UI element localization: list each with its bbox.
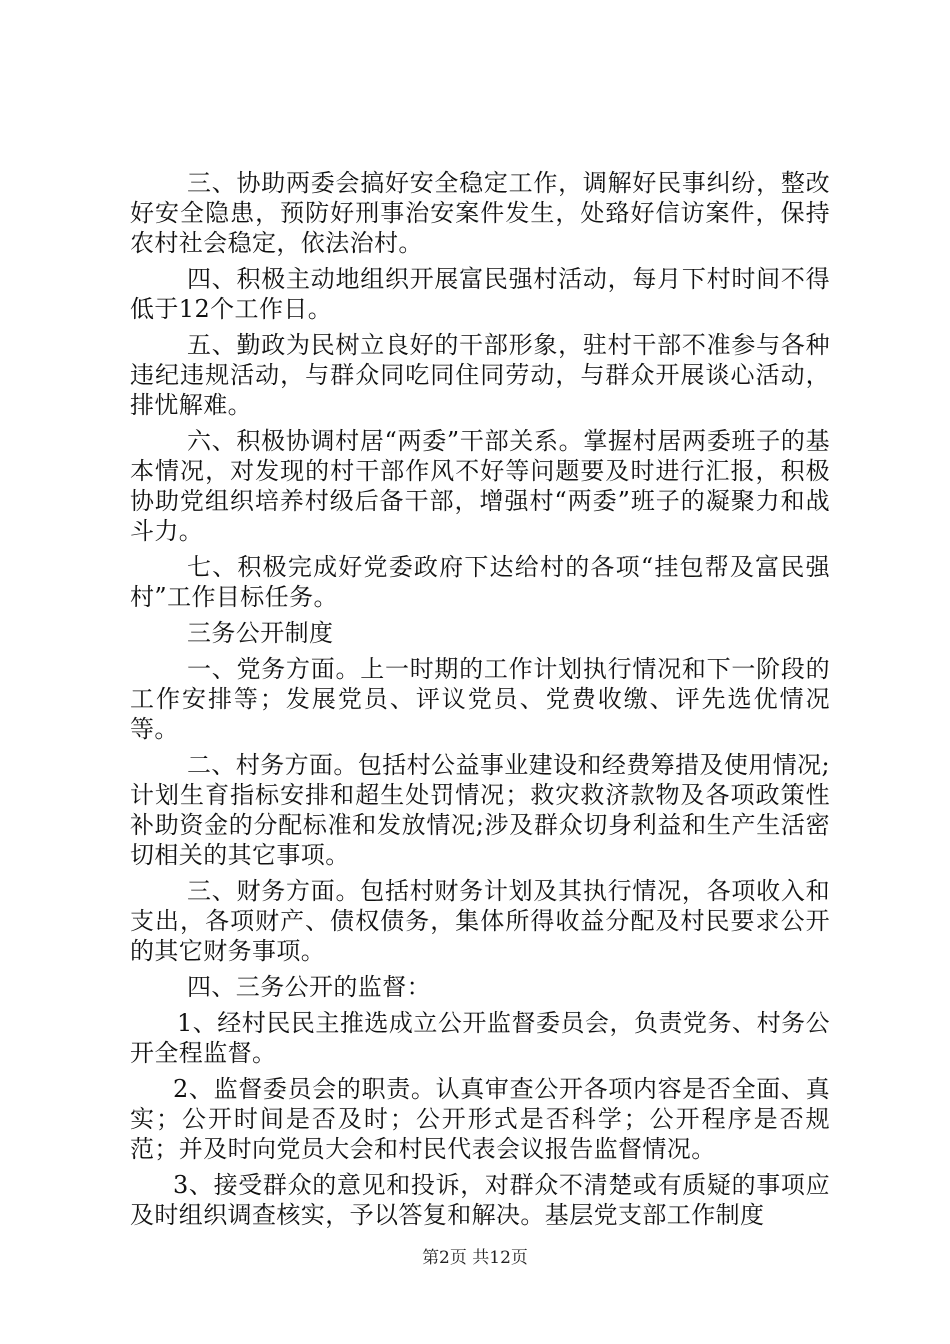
paragraph-supervision-1: 1、经村民民主推选成立公开监督委员会，负责党务、村务公开全程监督。 xyxy=(130,1009,830,1067)
page-footer xyxy=(0,1243,950,1268)
paragraph-financial-affairs: 三、财务方面。包括村财务计划及其执行情况，各项收入和支出，各项财产、债权债务，集体所得收益分配及村民要求公开的其它财务事项。 xyxy=(130,877,830,965)
paragraph-village-affairs: 二、村务方面。包括村公益事业建设和经费筹措及使用情况;计划生育指标安排和超生处罚情况；救灾救济款物及各项政策性补助资金的分配标准和发放情况;涉及群众切身利益和生产生活密切相关的其它事项。 xyxy=(130,751,830,869)
section-heading-three-affairs: 三务公开制度 xyxy=(187,619,334,647)
paragraph-supervision-3: 3、接受群众的意见和投诉，对群众不清楚或有质疑的事项应及时组织调查核实，予以答复和解决。基层党支部工作制度 xyxy=(130,1171,830,1229)
document-body xyxy=(130,168,830,1236)
paragraph-party-affairs: 一、党务方面。上一时期的工作计划执行情况和下一阶段的工作安排等；发展党员、评议党员、党费收缴、评先选优情况等。 xyxy=(130,655,830,743)
paragraph-supervision-2: 2、监督委员会的职责。认真审查公开各项内容是否全面、真实；公开时间是否及时；公开形式是否科学；公开程序是否规范；并及时向党员大会和村民代表会议报告监督情况。 xyxy=(130,1075,830,1163)
paragraph-supervision-heading: 四、三务公开的监督： xyxy=(187,973,431,1001)
paragraph-6-coordination: 六、积极协调村居“两委”干部关系。掌握村居两委班子的基本情况，对发现的村干部作风不好等问题要及时进行汇报，积极协助党组织培养村级后备干部，增强村“两委”班子的凝聚力和战斗力。 xyxy=(130,427,830,545)
paragraph-4-prosperity: 四、积极主动地组织开展富民强村活动，每月下村时间不得低于12个工作日。 xyxy=(130,265,830,323)
page-number-label: 第2页 共12页 xyxy=(422,1248,528,1268)
paragraph-5-conduct: 五、勤政为民树立良好的干部形象，驻村干部不准参与各种违纪违规活动，与群众同吃同住同劳动，与群众开展谈心活动，排忧解难。 xyxy=(130,331,830,419)
paragraph-3-safety: 三、协助两委会搞好安全稳定工作，调解好民事纠纷，整改好安全隐患，预防好刑事治安案件发生，处臵好信访案件，保持农村社会稳定，依法治村。 xyxy=(130,169,830,257)
paragraph-7-targets: 七、积极完成好党委政府下达给村的各项“挂包帮及富民强村”工作目标任务。 xyxy=(130,553,830,611)
